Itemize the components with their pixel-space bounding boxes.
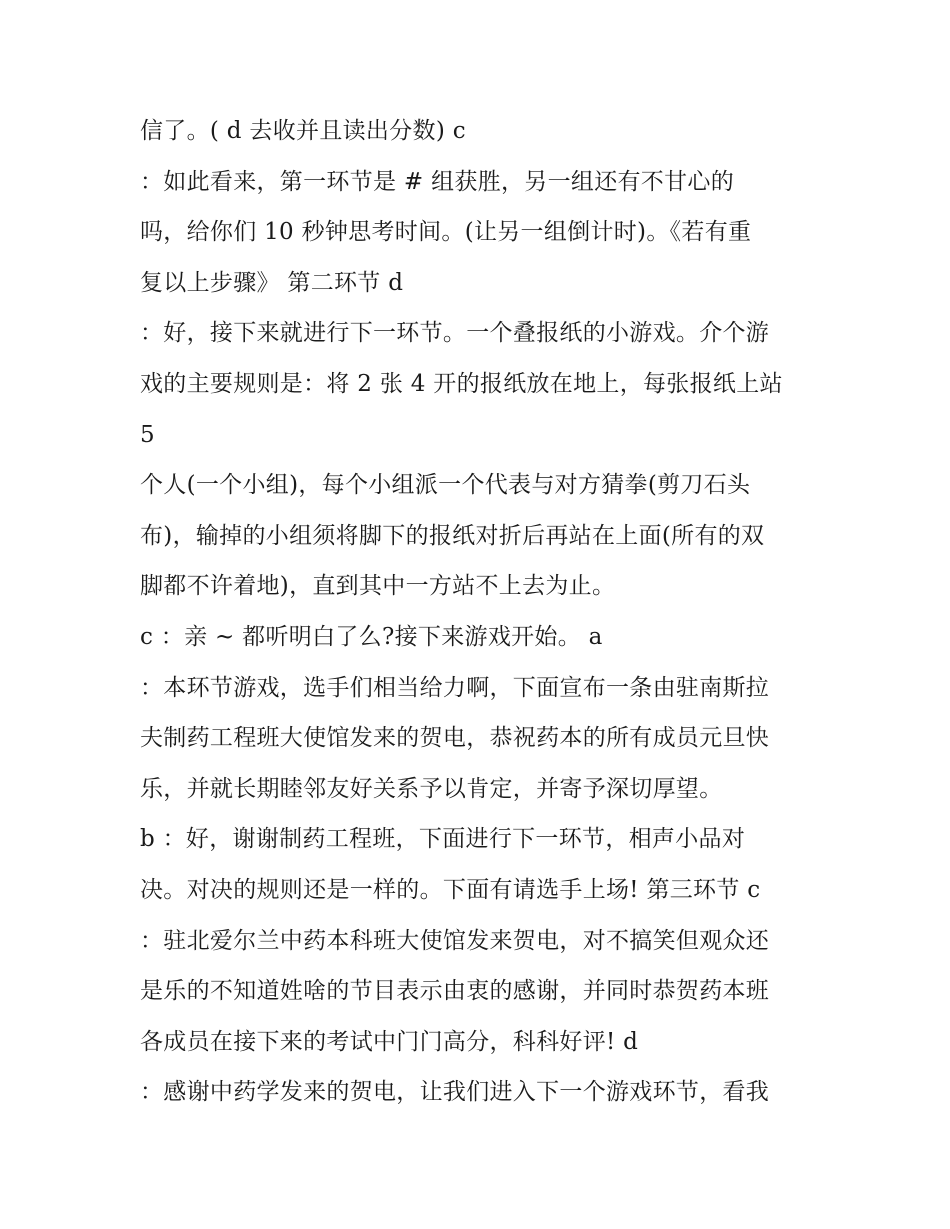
- text-line: 吗，给你们 10 秒钟思考时间。(让另一组倒计时)。《若有重: [140, 219, 752, 246]
- text-line: ：感谢中药学发来的贺电，让我们进入下一个游戏环节，看我: [140, 1079, 770, 1106]
- text-line: 各成员在接下来的考试中门门高分，科科好评! d: [140, 1028, 639, 1055]
- text-line: ：驻北爱尔兰中药本科班大使馆发来贺电，对不搞笑但观众还: [140, 927, 770, 954]
- text-line: 夫制药工程班大使馆发来的贺电，恭祝药本的所有成员元旦快: [140, 725, 770, 752]
- text-line: 布)，输掉的小组须将脚下的报纸对折后再站在上面(所有的双: [140, 522, 765, 549]
- text-line: 个人(一个小组)，每个小组派一个代表与对方猜拳(剪刀石头: [140, 472, 751, 499]
- text-line: 脚都不许着地)，直到其中一方站不上去为止。: [140, 573, 616, 600]
- text-line: 乐，并就长期睦邻友好关系予以肯定，并寄予深切厚望。: [140, 775, 723, 802]
- text-line: ：本环节游戏，选手们相当给力啊，下面宣布一条由驻南斯拉: [140, 674, 770, 701]
- text-line: 信了。( d 去收并且读出分数) c: [140, 118, 466, 144]
- text-line: 是乐的不知道姓啥的节目表示由衷的感谢，并同时恭贺药本班: [140, 978, 770, 1005]
- text-line: 戏的主要规则是：将 2 张 4 开的报纸放在地上，每张报纸上站: [140, 370, 783, 397]
- text-line: ：好，接下来就进行下一环节。一个叠报纸的小游戏。介个游: [140, 320, 770, 347]
- text-line: 决。对决的规则还是一样的。下面有请选手上场! 第三环节 c: [140, 876, 761, 903]
- text-line: 复以上步骤》 第二环节 d: [140, 269, 404, 296]
- text-line: 5: [140, 421, 155, 448]
- text-line: ：如此看来，第一环节是 # 组获胜，另一组还有不甘心的: [140, 168, 734, 195]
- text-line: c ：亲 ~ 都听明白了么?接下来游戏开始。 a: [140, 623, 603, 650]
- body-text: [140, 106, 840, 1118]
- text-line: b ：好，谢谢制药工程班，下面进行下一环节，相声小品对: [140, 826, 746, 853]
